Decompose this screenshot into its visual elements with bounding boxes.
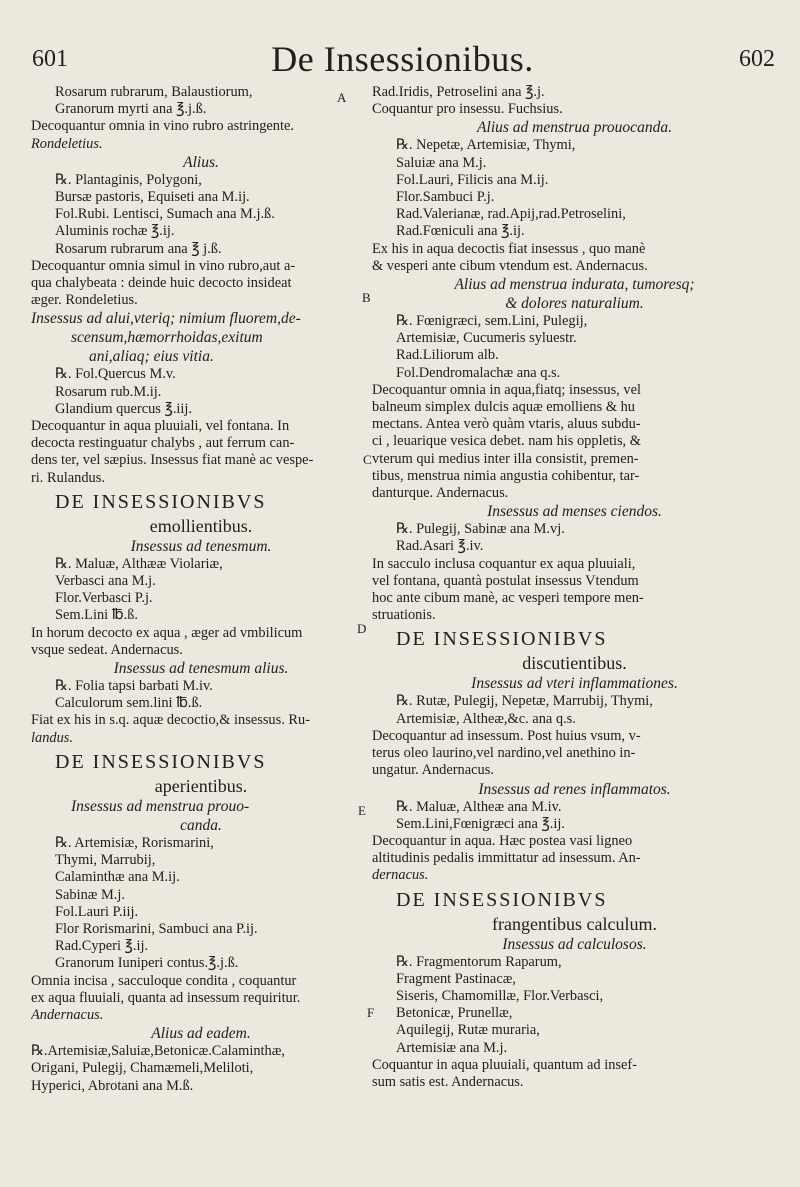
right-column-line: Artemisiæ ana M.j. <box>396 1039 508 1056</box>
left-column-line: Fol.Rubi. Lentisci, Sumach ana M.j.ß. <box>55 206 275 223</box>
left-column-line: Andernacus. <box>31 1006 104 1023</box>
margin-letter-e: E <box>358 803 366 818</box>
left-column-line: Rosarum rubrarum, Balaustiorum, <box>55 84 253 100</box>
right-column-line: Artemisiæ, Altheæ,&c. ana q.s. <box>396 710 576 727</box>
right-column-line: ℞. Rutæ, Pulegij, Nepetæ, Marrubij, Thymi, <box>396 693 653 710</box>
left-column-line: Alius ad eadem. <box>151 1025 251 1043</box>
left-column-line: ℞.Artemisiæ,Saluiæ,Betonicæ.Calaminthæ, <box>31 1043 285 1060</box>
left-column-line: Origani, Pulegij, Chamæmeli,Meliloti, <box>31 1060 254 1077</box>
margin-letter-f: F <box>367 1005 375 1020</box>
right-column-line: Insessus ad calculosos. <box>502 935 647 953</box>
left-column-line: Glandium quercus ℥.iij. <box>55 400 193 417</box>
right-column-line: Coquantur in aqua pluuiali, quantum ad insef- <box>372 1056 637 1073</box>
left-column-line: Flor Rorismarini, Sambuci ana P.ij. <box>55 920 258 937</box>
left-column-line: ℞. Fol.Quercus M.v. <box>55 366 176 383</box>
right-column-line: ungatur. Andernacus. <box>372 762 494 779</box>
page-number-right: 602 <box>739 46 775 72</box>
left-column-line: ex aqua fluuiali, quanta ad insessum requiritur. <box>31 989 301 1006</box>
right-column-line: ℞. Fœnigræci, sem.Lini, Pulegij, <box>396 313 588 330</box>
right-column-line: Ex his in aqua decoctis fiat insessus , quo manè <box>372 240 646 257</box>
left-column-line: canda. <box>180 816 222 834</box>
right-column-line: ℞. Pulegij, Sabinæ ana M.vj. <box>396 521 565 538</box>
right-column-line: Siseris, Chamomillæ, Flor.Verbasci, <box>396 987 604 1004</box>
right-column-line: Fol.Lauri, Filicis ana M.ij. <box>396 171 549 188</box>
right-column-line: altitudinis pedalis immittatur ad insessum. An- <box>372 850 641 867</box>
left-column-line: decocta restinguatur chalybs , aut ferrum can- <box>31 435 295 452</box>
left-column-line: ℞. Plantaginis, Polygoni, <box>55 171 202 188</box>
left-column-line: Sabinæ M.j. <box>55 886 125 903</box>
left-column-line: Rosarum rubrarum ana ℥ j.ß. <box>55 240 222 257</box>
right-column-line: Fol.Dendromalachæ ana q.s. <box>396 364 561 381</box>
right-column-line: ℞. Maluæ, Altheæ ana M.iv. <box>396 798 562 815</box>
right-column-line: danturque. Andernacus. <box>372 485 509 502</box>
right-column-line: dernacus. <box>372 867 429 884</box>
left-column-line: Verbasci ana M.j. <box>55 573 156 590</box>
right-column-line: ℞. Fragmentorum Raparum, <box>396 953 562 970</box>
left-column-line: Insessus ad alui,vteriq; nimium fluorem,de- <box>31 310 301 328</box>
left-column-line: Thymi, Marrubij, <box>55 852 156 869</box>
left-column-line: Sem.Lini ℔.ß. <box>55 607 138 624</box>
right-column-line: Betonicæ, Prunellæ, <box>396 1005 513 1022</box>
left-column-line: qua chalybeata : deinde huic decocto insideat <box>31 275 292 292</box>
right-column-line: vel fontana, quantà postulat insessus Vtendum <box>372 572 639 589</box>
left-column-line: Decoquantur omnia in vino rubro astringente. <box>31 118 294 135</box>
left-column <box>31 84 371 1095</box>
right-column-line: Decoquantur omnia in aqua,fiatq; insessus, vel <box>372 381 641 398</box>
right-column-line: Rad.Iridis, Petroselini ana ℥.j. <box>372 84 545 100</box>
left-column-line: ℞. Folia tapsi barbati M.iv. <box>55 678 213 695</box>
margin-letter-b: B <box>362 290 371 305</box>
left-column-line: DE INSESSIONIBVS <box>55 490 267 513</box>
left-column-line: landus. <box>31 729 73 746</box>
left-column-line: Rondeletius. <box>31 135 103 152</box>
left-column-line: Granorum myrti ana ℥.j.ß. <box>55 101 207 118</box>
right-column-line: Rad.Liliorum alb. <box>396 347 499 364</box>
right-column-line: In sacculo inclusa coquantur ex aqua pluuiali, <box>372 555 636 572</box>
right-column-line: ci , leuarique vesica debet. nam his oppletis, & <box>372 433 641 450</box>
right-column-line: DE INSESSIONIBVS <box>396 628 608 651</box>
right-column-line: Insessus ad renes inflammatos. <box>478 780 671 798</box>
left-column-line: aperientibus. <box>154 775 248 796</box>
right-column-line: Alius ad menstrua prouocanda. <box>477 119 672 137</box>
right-column-line: ℞. Nepetæ, Artemisiæ, Thymi, <box>396 137 576 154</box>
right-column-line: Decoquantur ad insessum. Post huius vsum, v- <box>372 727 641 744</box>
right-column-line: Coquantur pro insessu. Fuchsius. <box>372 101 563 118</box>
running-title: De Insessionibus. <box>271 39 534 79</box>
right-column-line: Aquilegij, Rutæ muraria, <box>396 1022 540 1039</box>
right-column-line: DE INSESSIONIBVS <box>396 888 608 911</box>
right-column-line: Rad.Asari ℥.iv. <box>396 538 484 555</box>
right-column-line: terus oleo laurino,vel nardino,vel anethino in- <box>372 745 636 762</box>
right-column-line: hoc ante cibum manè, ac vesperi tempore men- <box>372 590 644 607</box>
right-column-line: Rad.Valerianæ, rad.Apij,rad.Petroselini, <box>396 206 626 223</box>
right-column-line: Insessus ad vteri inflammationes. <box>471 675 678 693</box>
left-column-line: emollientibus. <box>149 515 253 536</box>
left-column-line: Calaminthæ ana M.ij. <box>55 869 180 886</box>
page-header <box>30 40 775 90</box>
left-column-line: Decoquantur in aqua pluuiali, vel fontana. In <box>31 418 290 435</box>
right-column-line: Artemisiæ, Cucumeris syluestr. <box>396 330 577 347</box>
right-column-line: struationis. <box>372 607 436 624</box>
right-column-line: & dolores naturalium. <box>505 295 644 313</box>
left-column-line: Insessus ad tenesmum. <box>130 537 272 555</box>
right-column <box>372 84 777 1091</box>
right-column-line: tibus, menstrua nimia angustia cohibentur, tar- <box>372 467 640 484</box>
right-column-line: Rad.Fœniculi ana ℥.ij. <box>396 223 525 240</box>
left-column-line: Rosarum rub.M.ij. <box>55 383 162 400</box>
left-column-line: Aluminis rochæ ℥.ij. <box>55 223 175 240</box>
left-column-line: Flor.Verbasci P.j. <box>55 590 153 607</box>
left-column-line: Alius. <box>183 153 219 171</box>
left-column-line: Fiat ex his in s.q. aquæ decoctio,& insessus. Ru- <box>31 712 311 729</box>
margin-letter-a: A <box>337 90 347 105</box>
right-column-line: & vesperi ante cibum vtendum est. Andernacus. <box>372 257 648 274</box>
margin-letter-c: C <box>363 452 372 467</box>
left-column-line: Bursæ pastoris, Equiseti ana M.ij. <box>55 189 250 206</box>
left-column-line: Granorum Iuniperi contus.℥.j.ß. <box>55 955 239 972</box>
left-column-line: ℞. Artemisiæ, Rorismarini, <box>55 834 214 851</box>
left-column-line: ri. Rulandus. <box>31 469 105 486</box>
right-column-line: sum satis est. Andernacus. <box>372 1073 524 1090</box>
margin-letter-d: D <box>357 621 367 636</box>
right-column-line: Saluiæ ana M.j. <box>396 154 487 171</box>
right-column-line: Flor.Sambuci P.j. <box>396 189 495 206</box>
right-column-line: Fragment Pastinacæ, <box>396 970 516 987</box>
right-column-line: frangentibus calculum. <box>492 913 657 934</box>
left-column-line: Insessus ad tenesmum alius. <box>113 660 289 678</box>
left-column-line: In horum decocto ex aqua , æger ad vmbilicum <box>31 624 303 641</box>
left-column-line: Insessus ad menstrua prouo- <box>71 797 250 815</box>
page-number-left: 601 <box>32 46 68 72</box>
right-column-line: vterum qui medius inter illa consistit, premen- <box>372 450 639 467</box>
left-column-line: Fol.Lauri P.iij. <box>55 903 139 920</box>
right-column-line: Alius ad menstrua indurata, tumoresq; <box>454 276 695 294</box>
right-column-line: Insessus ad menses ciendos. <box>487 503 662 521</box>
right-column-line: mectans. Antea verò quàm vtaris, aluus subdu- <box>372 416 641 433</box>
left-column-line: Omnia incisa , sacculoque condita , coquantur <box>31 972 297 989</box>
left-column-line: ℞. Maluæ, Althææ Violariæ, <box>55 555 223 572</box>
left-column-line: Calculorum sem.lini ℔.ß. <box>55 695 203 712</box>
left-column-line: Decoquantur omnia simul in vino rubro,aut a- <box>31 257 296 274</box>
right-column-line: Sem.Lini,Fœnigræci ana ℥.ij. <box>396 815 565 832</box>
right-column-line: Decoquantur in aqua. Hæc postea vasi ligneo <box>372 832 633 849</box>
left-column-line: vsque sedeat. Andernacus. <box>31 641 183 658</box>
left-column-line: ani,aliaq; eius vitia. <box>89 348 214 366</box>
left-column-line: DE INSESSIONIBVS <box>55 750 267 773</box>
left-column-line: Hyperici, Abrotani ana M.ß. <box>31 1077 194 1094</box>
right-column-line: discutientibus. <box>522 653 627 674</box>
left-column-line: Rad.Cyperi ℥.ij. <box>55 938 149 955</box>
left-column-line: dens ter, vel sæpius. Insessus fiat manè ac vespe- <box>31 452 314 469</box>
left-column-line: scensum,hæmorrhoidas,exitum <box>71 329 263 347</box>
right-column-line: balneum simplex dulcis aquæ emolliens & hu <box>372 399 635 416</box>
left-column-line: æger. Rondeletius. <box>31 292 138 309</box>
